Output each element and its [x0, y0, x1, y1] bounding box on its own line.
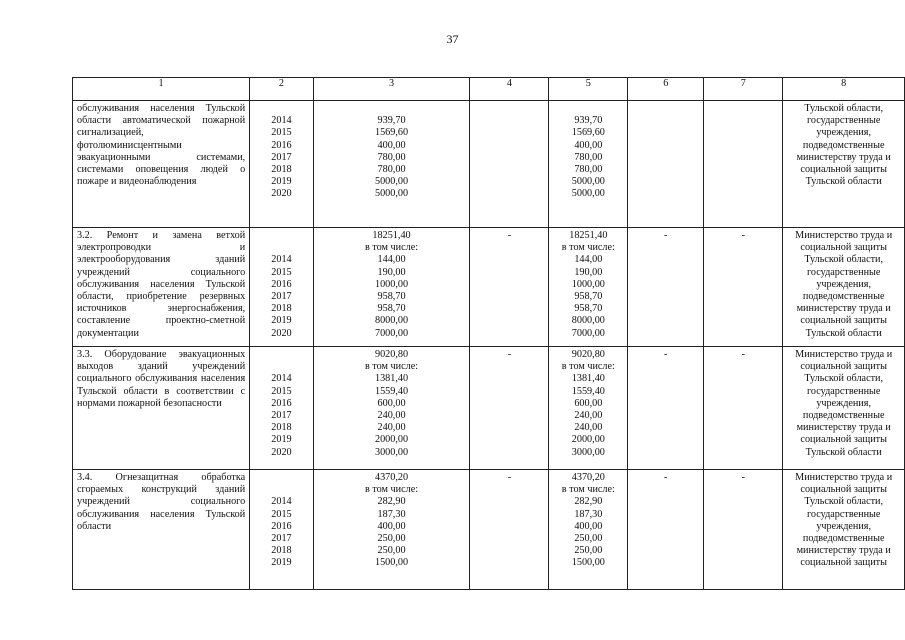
value-line: 282,90	[377, 496, 406, 508]
value-line: 144,00	[574, 254, 603, 266]
value-line: 1559,40	[374, 385, 409, 397]
value-line: 2019	[271, 557, 292, 569]
responsible-executor: Министерство труда и социальной защиты Тульской области, государственные учреждения, подведомственные министерству труда и социальной защиты Тульской области	[783, 228, 905, 347]
other-funding-cell: -	[704, 470, 783, 590]
value-line: в том числе:	[364, 242, 419, 254]
value-line: 7000,00	[374, 327, 409, 339]
value-line: 7000,00	[571, 327, 605, 339]
value-line: 5000,00	[571, 176, 605, 188]
value-line: 3000,00	[374, 446, 409, 458]
value-line: 5000,00	[374, 176, 409, 188]
other-funding-cell: -	[704, 228, 783, 347]
value-line: 8000,00	[571, 315, 605, 327]
value-line: 2019	[271, 434, 292, 446]
value-line: 144,00	[377, 254, 406, 266]
value-line: 2017	[271, 290, 292, 302]
value-line: 400,00	[574, 520, 603, 532]
value-line: 9020,80	[374, 349, 409, 360]
value-line: 939,70	[574, 115, 603, 127]
value-line: 2000,00	[571, 434, 605, 446]
value-line: 2016	[271, 139, 292, 151]
value-line: 1381,40	[374, 373, 409, 385]
value-line: 250,00	[377, 532, 406, 544]
value-line: 240,00	[377, 409, 406, 421]
table-row	[73, 347, 905, 470]
value-line: 1000,00	[374, 278, 409, 290]
value-line: 958,70	[574, 303, 603, 315]
table-row	[73, 228, 905, 347]
value-line: 2016	[271, 278, 292, 290]
value-line: 958,70	[377, 303, 406, 315]
value-line: 2018	[271, 303, 292, 315]
municipal-funding-cell	[628, 101, 704, 228]
regional-funding-cell	[549, 347, 628, 470]
value-line: 2017	[271, 532, 292, 544]
value-line: 187,30	[377, 508, 406, 520]
municipal-funding-cell: -	[628, 228, 704, 347]
value-line: 250,00	[574, 532, 603, 544]
measure-description: обслуживания населения Тульской области автоматической пожарной сигнализацией, фотолюминисцентными эвакуационными системами, системами оповещения людей о пожаре и видеонаблюдения	[73, 101, 250, 228]
value-line: 2014	[271, 254, 292, 266]
value-line: 780,00	[574, 151, 603, 163]
years-cell	[250, 228, 313, 347]
value-line: 240,00	[574, 422, 603, 434]
header-cell: 2	[250, 78, 313, 101]
value-line: 2018	[271, 545, 292, 557]
responsible-executor: Министерство труда и социальной защиты Тульской области, государственные учреждения, подведомственные министерству труда и социальной защиты	[783, 470, 905, 590]
regional-funding-cell	[549, 228, 628, 347]
federal-funding-cell	[470, 101, 549, 228]
value-line: 2019	[271, 315, 292, 327]
value-line: 2000,00	[374, 434, 409, 446]
table-body	[73, 101, 905, 590]
value-line: 2019	[271, 176, 292, 188]
header-cell: 8	[783, 78, 905, 101]
other-funding-cell: -	[704, 347, 783, 470]
value-line: 2017	[271, 409, 292, 421]
table-row	[73, 470, 905, 590]
value-line: 4370,20	[571, 472, 605, 483]
federal-funding-cell: -	[470, 228, 549, 347]
value-line: 600,00	[574, 397, 603, 409]
value-line: 939,70	[377, 115, 406, 127]
regional-funding-cell	[549, 470, 628, 590]
value-line: 780,00	[574, 163, 603, 175]
federal-funding-cell: -	[470, 347, 549, 470]
header-cell: 6	[628, 78, 704, 101]
header-cell: 3	[313, 78, 470, 101]
value-line: 2014	[271, 496, 292, 508]
value-line: в том числе:	[561, 361, 615, 373]
value-line: 187,30	[574, 508, 603, 520]
value-line: 5000,00	[374, 188, 409, 200]
value-line: 2016	[271, 397, 292, 409]
value-line: 2020	[271, 446, 292, 458]
value-line: в том числе:	[364, 361, 419, 373]
value-line: 1000,00	[571, 278, 605, 290]
years-cell	[250, 470, 313, 590]
value-line: 282,90	[574, 496, 603, 508]
value-line: 240,00	[377, 422, 406, 434]
value-line: 600,00	[377, 397, 406, 409]
value-line: 1559,40	[571, 385, 605, 397]
federal-funding-cell: -	[470, 470, 549, 590]
value-line: 1569,60	[571, 127, 605, 139]
value-line: 2018	[271, 163, 292, 175]
value-line: 2020	[271, 188, 292, 200]
value-line: 9020,80	[571, 349, 605, 360]
value-line: 958,70	[377, 290, 406, 302]
municipal-funding-cell: -	[628, 347, 704, 470]
value-line: 2014	[271, 115, 292, 127]
value-line: 3000,00	[571, 446, 605, 458]
value-line: 250,00	[574, 545, 603, 557]
value-line: 1500,00	[571, 557, 605, 569]
value-line: 400,00	[377, 139, 406, 151]
value-line: в том числе:	[561, 484, 615, 496]
value-line: 2015	[271, 385, 292, 397]
value-line: 400,00	[574, 139, 603, 151]
responsible-executor: Министерство труда и социальной защиты Тульской области, государственные учреждения, подведомственные министерству труда и социальной защиты Тульской области	[783, 347, 905, 470]
value-line: 18251,40	[569, 230, 608, 241]
value-line: 780,00	[377, 163, 406, 175]
total-funding-cell	[313, 470, 470, 590]
total-funding-cell	[313, 101, 470, 228]
responsible-executor: Тульской области, государственные учреждения, подведомственные министерству труда и социальной защиты Тульской области	[783, 101, 905, 228]
value-line: 780,00	[377, 151, 406, 163]
total-funding-cell	[313, 347, 470, 470]
value-line: 2015	[271, 127, 292, 139]
value-line: в том числе:	[364, 484, 419, 496]
value-line: 5000,00	[571, 188, 605, 200]
value-line: 240,00	[574, 409, 603, 421]
header-cell: 1	[73, 78, 250, 101]
value-line: 1381,40	[571, 373, 605, 385]
value-line: 2017	[271, 151, 292, 163]
program-table	[72, 77, 905, 590]
years-cell	[250, 101, 313, 228]
value-line: 250,00	[377, 545, 406, 557]
municipal-funding-cell: -	[628, 470, 704, 590]
value-line: 1569,60	[374, 127, 409, 139]
value-line: 2015	[271, 266, 292, 278]
value-line: в том числе:	[561, 242, 615, 254]
value-line: 1500,00	[374, 557, 409, 569]
measure-description: 3.2. Ремонт и замена ветхой электропроводки и электрооборудования зданий учреждений социального обслуживания населения Тульской области, приобретение резервных источников энергоснабжения, составление проектно-сметной документации	[73, 228, 250, 347]
value-line: 2016	[271, 520, 292, 532]
value-line: 2018	[271, 422, 292, 434]
other-funding-cell	[704, 101, 783, 228]
total-funding-cell	[313, 228, 470, 347]
value-line: 190,00	[574, 266, 603, 278]
value-line: 2015	[271, 508, 292, 520]
measure-description: 3.4. Огнезащитная обработка сгораемых конструкций зданий учреждений социального обслуживания населения Тульской области	[73, 470, 250, 590]
value-line: 958,70	[574, 290, 603, 302]
value-line: 2020	[271, 327, 292, 339]
years-cell	[250, 347, 313, 470]
value-line: 2014	[271, 373, 292, 385]
value-line: 8000,00	[374, 315, 409, 327]
header-row	[73, 78, 905, 101]
page-number: 37	[446, 32, 459, 46]
regional-funding-cell	[549, 101, 628, 228]
header-cell: 5	[549, 78, 628, 101]
header-cell: 7	[704, 78, 783, 101]
value-line: 400,00	[377, 520, 406, 532]
value-line: 18251,40	[372, 230, 411, 241]
table-row	[73, 101, 905, 228]
value-line: 4370,20	[374, 472, 409, 483]
header-cell: 4	[470, 78, 549, 101]
value-line: 190,00	[377, 266, 406, 278]
measure-description: 3.3. Оборудование эвакуационных выходов зданий учреждений социального обслуживания населения Тульской области в соответствии с нормами пожарной безопасности	[73, 347, 250, 470]
